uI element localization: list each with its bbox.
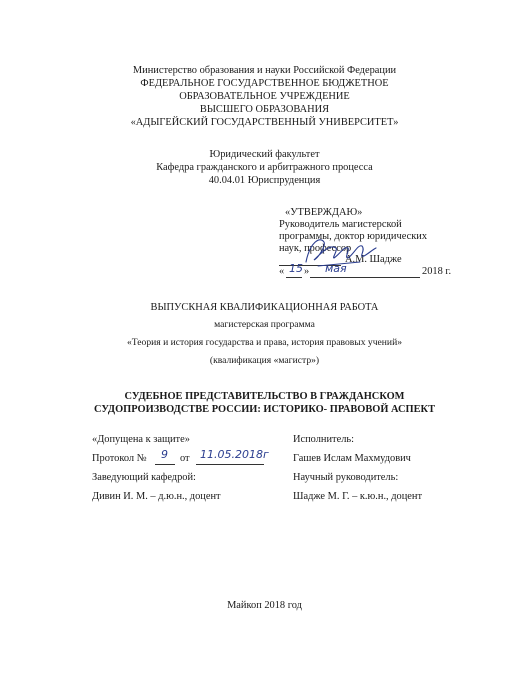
institution-line-3: ВЫСШЕГО ОБРАЗОВАНИЯ <box>199 104 330 115</box>
approval-signer: А.М. Шадже <box>345 254 402 265</box>
program-code: 40.04.01 Юриспруденция <box>208 175 321 186</box>
approval-date-open-quote: « <box>279 266 285 277</box>
approval-title: «УТВЕРЖДАЮ» <box>285 207 363 218</box>
approval-line-2: программы, доктор юридических <box>279 231 428 242</box>
work-type: ВЫПУСКНАЯ КВАЛИФИКАЦИОННАЯ РАБОТА <box>150 302 379 313</box>
head-of-department-name: Дивин И. М. – д.ю.н., доцент <box>92 491 221 502</box>
executor-name: Гашев Ислам Махмудович <box>293 453 411 464</box>
thesis-title-line-1: СУДЕБНОЕ ПРЕДСТАВИТЕЛЬСТВО В ГРАЖДАНСКОМ <box>124 391 405 402</box>
qualification: (квалификация «магистр») <box>209 355 320 366</box>
day-underline <box>286 277 302 278</box>
approval-year: 2018 г. <box>422 266 452 277</box>
supervisor-label: Научный руководитель: <box>293 472 399 483</box>
executor-label: Исполнитель: <box>293 434 355 445</box>
ministry-line: Министерство образования и науки Российской Федерации <box>132 65 397 76</box>
approval-line-3: наук, профессор <box>279 243 352 254</box>
month-underline <box>310 277 420 278</box>
faculty-name: Юридический факультет <box>209 149 320 160</box>
institution-line-1: ФЕДЕРАЛЬНОЕ ГОСУДАРСТВЕННОЕ БЮДЖЕТНОЕ <box>140 78 389 89</box>
protocol-label: Протокол № <box>92 453 147 464</box>
approval-date-close-quote: » <box>304 266 310 277</box>
university-name: «АДЫГЕЙСКИЙ ГОСУДАРСТВЕННЫЙ УНИВЕРСИТЕТ» <box>130 117 399 128</box>
protocol-date-underline <box>196 464 264 465</box>
program-label: магистерская программа <box>214 319 315 330</box>
approval-line-1: Руководитель магистерской <box>279 219 402 230</box>
head-of-department-label: Заведующий кафедрой: <box>92 472 196 483</box>
protocol-number-underline <box>155 464 175 465</box>
institution-line-2: ОБРАЗОВАТЕЛЬНОЕ УЧРЕЖДЕНИЕ <box>179 91 350 102</box>
protocol-number-handwritten: 9 <box>161 448 168 461</box>
supervisor-name: Шадже М. Г. – к.ю.н., доцент <box>293 491 423 502</box>
approval-month-handwritten: мая <box>325 262 347 275</box>
thesis-title-line-2: СУДОПРОИЗВОДСТВЕ РОССИИ: ИСТОРИКО- ПРАВОВОЙ АСПЕКТ <box>93 404 436 415</box>
protocol-date-handwritten: 11.05.2018г <box>200 448 269 461</box>
program-name: «Теория и история государства и права, история правовых учений» <box>127 337 402 348</box>
from-label: от <box>180 453 190 464</box>
department-name: Кафедра гражданского и арбитражного процесса <box>156 162 373 173</box>
admitted-label: «Допущена к защите» <box>92 434 190 445</box>
approval-day-handwritten: 15 <box>289 262 303 275</box>
city-year: Майкоп 2018 год <box>227 600 302 611</box>
